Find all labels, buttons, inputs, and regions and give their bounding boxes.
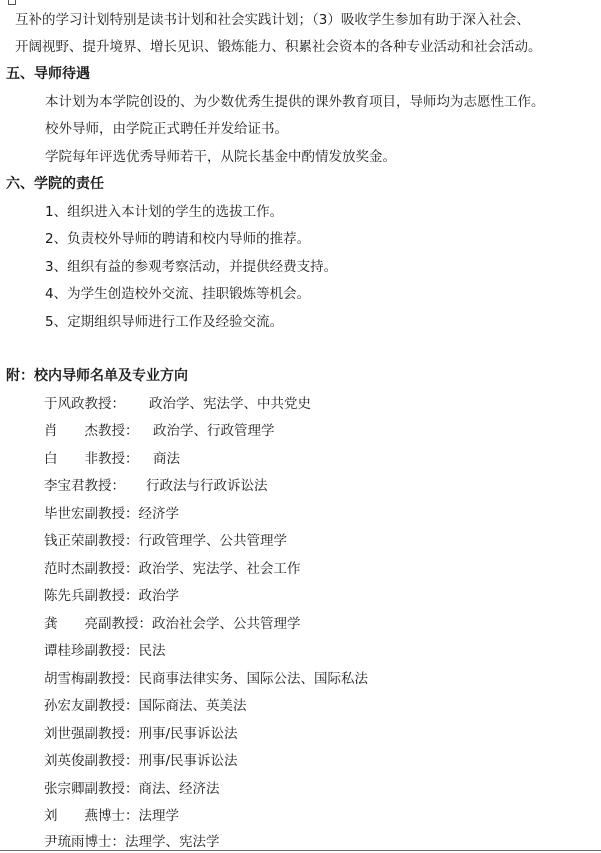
staff-field: 政治学、行政管理学 [153,423,275,439]
paragraph-line: 学院每年评选优秀导师若干，从院长基金中酌情发放奖金。 [45,149,396,165]
staff-row [44,422,275,440]
staff-name: 范时杰副教授： [44,561,139,577]
staff-field: 刑事/民事诉讼法 [138,726,238,742]
staff-field: 法理学、宪法学 [125,834,220,850]
staff-field: 民法 [138,643,166,659]
list-item: 5、定期组织导师进行工作及经验交流。 [45,314,284,330]
staff-row [44,532,287,550]
staff-name: 胡雪梅副教授： [44,671,139,687]
list-item: 3、组织有益的参观考察活动，并提供经费支持。 [45,259,338,275]
list-item: 2、负责校外导师的聘请和校内导师的推荐。 [45,231,311,247]
paragraph-line: 互补的学习计划特别是读书计划和社会实践计划；（3）吸收学生参加有助于深入社会、 [15,12,530,28]
staff-row [44,642,166,660]
staff-name: 毕世宏副教授： [44,506,139,522]
staff-row [44,807,179,825]
staff-name: 白 非教授： [44,451,139,467]
staff-row [44,615,301,633]
list-item: 1、组织进入本计划的学生的选拔工作。 [45,204,284,220]
staff-name: 肖 杰教授： [44,423,139,439]
list-item: 4、为学生创造校外交流、挂职锻炼等机会。 [45,286,311,302]
staff-row [44,725,238,743]
appendix-heading: 附：校内导师名单及专业方向 [6,368,188,384]
staff-field: 商法、经济法 [138,781,220,797]
staff-field: 政治学、宪法学、中共党史 [149,396,311,412]
staff-name: 陈先兵副教授： [44,588,139,604]
staff-name: 钱正荣副教授： [44,533,139,549]
paragraph-line: 本计划为本学院创设的、为少数优秀生提供的课外教育项目，导师均为志愿性工作。 [45,94,545,110]
paragraph-line: 开阔视野、提升境界、增长见识、锻炼能力、积累社会资本的各种专业活动和社会活动。 [15,39,542,55]
staff-name: 龚 亮副教授： [44,616,152,632]
staff-row [44,505,179,523]
staff-row [44,697,247,715]
staff-name: 刘 燕博士： [44,808,139,824]
staff-name: 刘世强副教授： [44,726,139,742]
staff-name: 谭桂珍副教授： [44,643,139,659]
paragraph-line: 校外导师，由学院正式聘任并发给证书。 [45,121,288,137]
paragraph-marker-icon [8,0,16,5]
staff-row [44,450,180,468]
staff-name: 张宗卿副教授： [44,781,139,797]
staff-row [44,780,220,798]
staff-field: 商法 [153,451,180,467]
staff-field: 法理学 [138,808,179,824]
section-heading: 五、导师待遇 [6,66,90,82]
staff-field: 政治学 [138,588,179,604]
page-bottom-divider [0,850,601,851]
staff-name: 李宝君教授： [44,478,125,494]
staff-row [44,587,179,605]
staff-field: 刑事/民事诉讼法 [138,753,238,769]
staff-name: 尹琉雨博士： [44,834,125,850]
staff-field: 政治社会学、公共管理学 [152,616,301,632]
staff-name: 孙宏友副教授： [44,698,139,714]
staff-name: 刘英俊副教授： [44,753,139,769]
staff-row [44,395,311,413]
staff-field: 民商事法律实务、国际公法、国际私法 [138,671,368,687]
staff-name: 于风政教授： [44,396,125,412]
staff-row [44,833,220,851]
staff-field: 政治学、宪法学、社会工作 [138,561,301,577]
section-heading: 六、学院的责任 [6,176,104,192]
staff-row [44,752,238,770]
staff-field: 行政法与行政诉讼法 [146,478,268,494]
staff-row [44,560,301,578]
staff-field: 国际商法、英美法 [138,698,247,714]
staff-field: 经济学 [138,506,179,522]
staff-row [44,477,268,495]
staff-field: 行政管理学、公共管理学 [138,533,287,549]
staff-row [44,670,368,688]
